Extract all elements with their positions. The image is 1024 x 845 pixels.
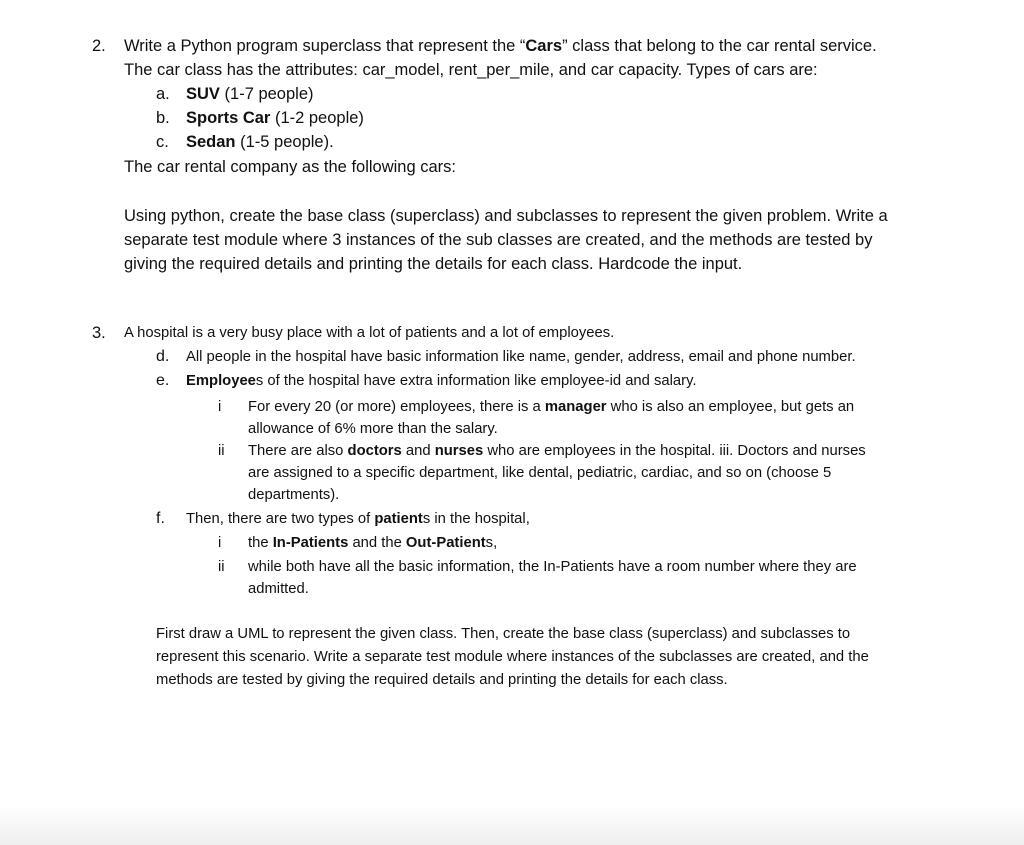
q3-e-ii-line-2: are assigned to a specific department, like dental, pediatric, cardiac, and so on (choose 5 (248, 465, 832, 481)
page-bottom-shadow (0, 805, 1024, 845)
q3-f-ii-line-2: admitted. (248, 581, 309, 597)
q3-d-marker: d. (156, 348, 170, 365)
q3-e-marker: e. (156, 372, 170, 389)
q3-d-text: All people in the hospital have basic information like name, gender, address, email and phone number. (186, 349, 856, 365)
q2-number: 2. (92, 37, 106, 55)
q2-para-line-2: separate test module where 3 instances of the sub classes are created, and the methods are tested by (124, 231, 873, 249)
q3-number: 3. (92, 324, 106, 342)
q2-item-a: SUV (1-7 people) (186, 85, 314, 103)
q2-item-c-marker: c. (156, 133, 169, 151)
q2-line-after: The car rental company as the following cars: (124, 158, 456, 176)
q3-f-marker: f. (156, 510, 165, 527)
q3-e-i-marker: i (218, 399, 222, 415)
q3-para-line-1: First draw a UML to represent the given class. Then, create the base class (superclass) and subclasses to (156, 626, 851, 642)
q3-intro: A hospital is a very busy place with a lot of patients and a lot of employees. (124, 325, 615, 341)
q3-e-ii-line-3: departments). (248, 487, 340, 503)
q3-f-i-text: the In-Patients and the Out-Patients, (248, 535, 498, 551)
q2-line-1: Write a Python program superclass that represent the “Cars” class that belong to the car rental service. (124, 37, 877, 55)
q3-para-line-2: represent this scenario. Write a separate test module where instances of the subclasses are created, and the (156, 649, 869, 665)
q3-e-ii-line-1: There are also doctors and nurses who are employees in the hospital. iii. Doctors and nurses (248, 443, 866, 459)
q3-f-text: Then, there are two types of patients in the hospital, (186, 511, 530, 527)
q3-e-i-line-2: allowance of 6% more than the salary. (248, 421, 498, 437)
q2-para-line-3: giving the required details and printing the details for each class. Hardcode the input. (124, 255, 743, 273)
q3-f-i-marker: i (218, 535, 222, 551)
q2-item-b-marker: b. (156, 109, 170, 127)
q3-f-ii-marker: ii (218, 559, 225, 575)
q3-e-text: Employees of the hospital have extra information like employee-id and salary. (186, 373, 697, 389)
q2-item-a-marker: a. (156, 85, 170, 103)
q2-item-c: Sedan (1-5 people). (186, 133, 334, 151)
q2-line-2: The car class has the attributes: car_model, rent_per_mile, and car capacity. Types of cars are: (124, 61, 818, 79)
q3-e-ii-marker: ii (218, 443, 225, 459)
q2-para-line-1: Using python, create the base class (superclass) and subclasses to represent the given problem. Write a (124, 207, 888, 225)
q3-f-ii-line-1: while both have all the basic information, the In-Patients have a room number where they are (248, 559, 857, 575)
q2-item-b: Sports Car (1-2 people) (186, 109, 364, 127)
q3-e-i-line-1: For every 20 (or more) employees, there is a manager who is also an employee, but gets an (248, 399, 855, 415)
q3-para-line-3: methods are tested by giving the required details and printing the details for each class. (156, 672, 728, 688)
